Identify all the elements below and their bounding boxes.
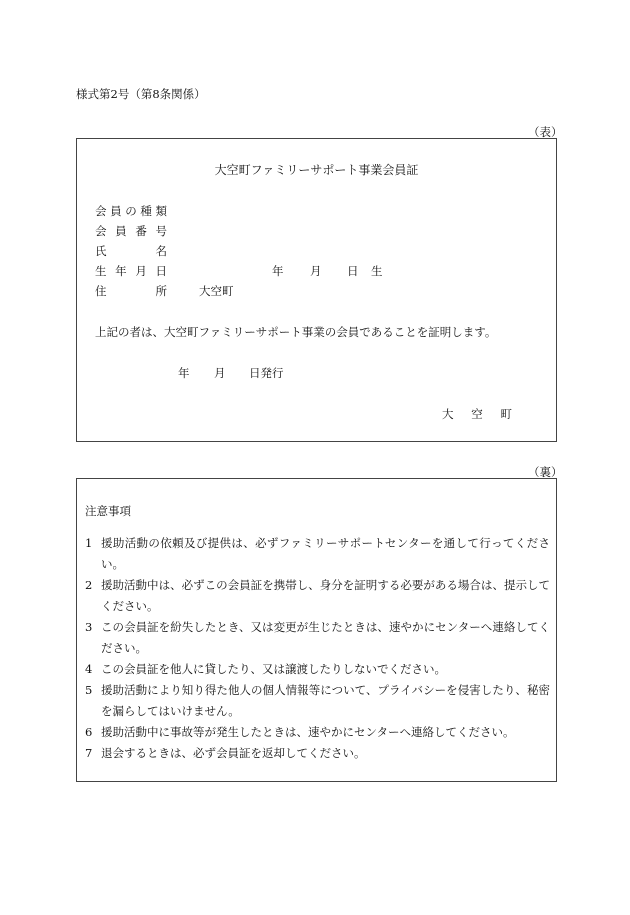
- notice-item: [85, 722, 550, 743]
- field-label-address: 住 所: [95, 284, 167, 298]
- membership-card-back: [76, 478, 557, 782]
- issue-year-unit: 年: [178, 366, 190, 380]
- issue-month-unit: 月: [214, 366, 226, 380]
- birth-suffix: 生: [371, 264, 383, 278]
- form-number: 様式第2号（第8条関係）: [76, 87, 206, 101]
- birth-year-unit: 年: [272, 264, 284, 278]
- certification-statement: 上記の者は、大空町ファミリーサポート事業の会員であることを証明します。: [95, 325, 497, 339]
- notice-item-number: 6: [85, 725, 93, 739]
- notice-item-number: 7: [85, 746, 93, 760]
- field-label-member-type: 会 員 の 種 類: [95, 204, 167, 218]
- membership-card-front: [76, 138, 557, 442]
- notice-item: [85, 617, 550, 659]
- notice-item: [85, 659, 550, 680]
- notice-item-text: 退会するときは、必ず会員証を返却してください。: [101, 746, 366, 760]
- notice-item-text: 援助活動の依頼及び提供は、必ずファミリーサポートセンターを通して行ってください。: [101, 536, 550, 571]
- birth-month-unit: 月: [310, 264, 322, 278]
- notice-item-number: 1: [85, 536, 93, 550]
- field-label-member-number: 会 員 番 号: [95, 224, 167, 238]
- notice-item-text: この会員証を他人に貸したり、又は譲渡したりしないでください。: [101, 662, 446, 676]
- card-title: 大空町ファミリーサポート事業会員証: [214, 163, 419, 177]
- notice-item-number: 3: [85, 620, 93, 634]
- notice-item: [85, 575, 550, 617]
- notice-item-text: この会員証を紛失したとき、又は変更が生じたときは、速やかにセンターへ連絡してください。: [101, 620, 550, 655]
- back-side-label: （裏）: [528, 465, 563, 479]
- field-label-birthdate: 生 年 月 日: [95, 264, 167, 278]
- notice-title: 注意事項: [85, 504, 131, 518]
- issuer-name: 大 空 町: [442, 407, 512, 421]
- notice-item-text: 援助活動により知り得た他人の個人情報等について、プライバシーを侵害したり、秘密を漏らしてはいけません。: [101, 683, 550, 718]
- issue-day-unit: 日発行: [249, 366, 284, 380]
- notice-list: [85, 533, 550, 764]
- notice-item: [85, 533, 550, 575]
- notice-item-text: 援助活動中は、必ずこの会員証を携帯し、身分を証明する必要がある場合は、提示してください。: [101, 578, 550, 613]
- notice-item-text: 援助活動中に事故等が発生したときは、速やかにセンターへ連絡してください。: [101, 725, 515, 739]
- notice-item-number: 4: [85, 662, 93, 676]
- birth-day-unit: 日: [347, 264, 359, 278]
- notice-item-number: 5: [85, 683, 93, 697]
- field-label-name: 氏 名: [95, 244, 167, 258]
- notice-item-number: 2: [85, 578, 93, 592]
- front-side-label: （表）: [528, 125, 563, 139]
- field-value-address: 大空町: [199, 284, 234, 298]
- notice-item: [85, 743, 550, 764]
- notice-item: [85, 680, 550, 722]
